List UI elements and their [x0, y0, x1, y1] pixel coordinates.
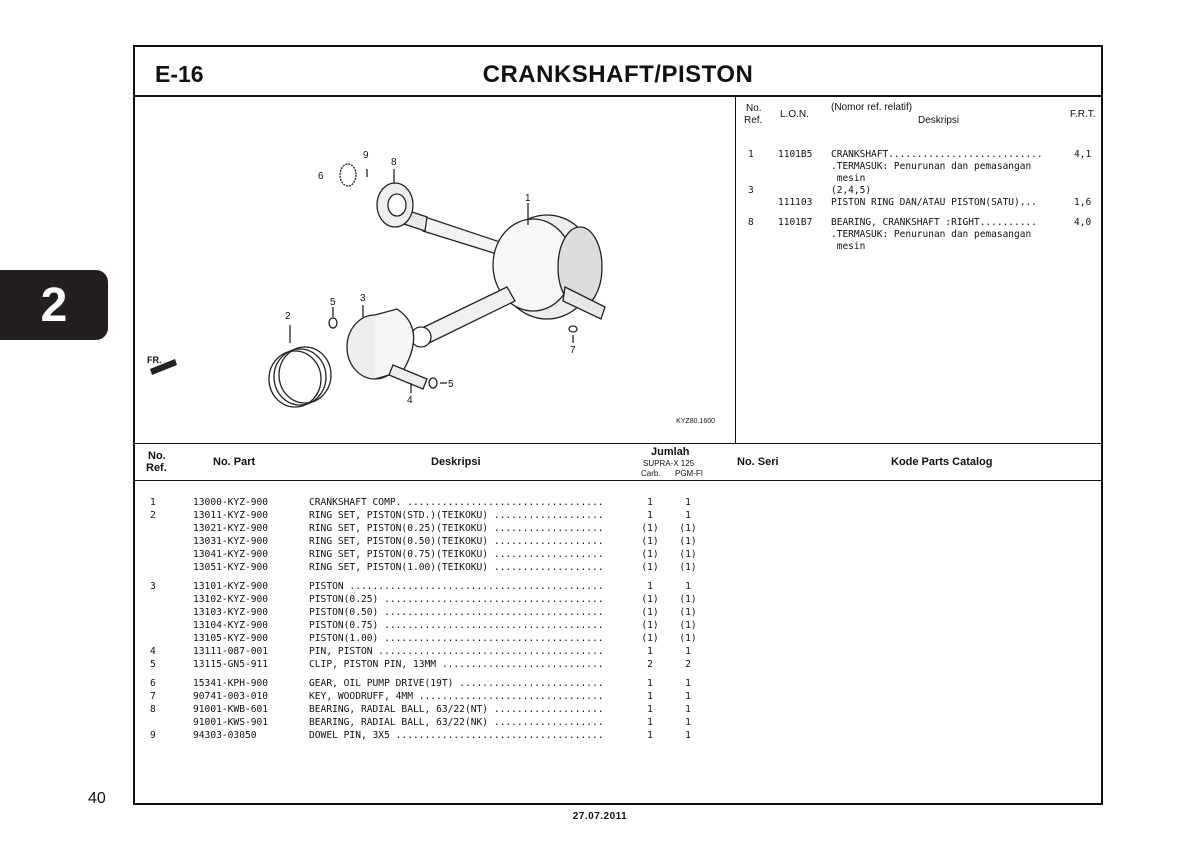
frt-table: [736, 97, 1101, 443]
frt-desc: CRANKSHAFT...........................: [831, 149, 1043, 160]
th-no-seri: No. Seri: [737, 456, 779, 468]
th-desc: Deskripsi: [431, 456, 481, 468]
frt-header-frt: F.R.T.: [1070, 109, 1096, 120]
frt-lon: 111103: [778, 197, 813, 208]
page-title: CRANKSHAFT/PISTON: [482, 61, 754, 88]
callout-3: 3: [360, 293, 366, 304]
section-tab: 2: [0, 270, 108, 340]
th-no-part: No. Part: [213, 456, 256, 468]
page-number: 40: [88, 790, 106, 807]
table-row: 3 13101-KYZ-900 PISTON ............................................ 1 1: [150, 581, 691, 592]
callout-6: 6: [318, 171, 324, 182]
frt-header-lon: L.O.N.: [780, 109, 809, 120]
section-code: E-16: [155, 61, 204, 87]
frt-desc: mesin: [831, 173, 866, 184]
callout-5b: 5: [448, 379, 454, 390]
th-pgmfi: PGM-FI: [675, 469, 703, 478]
callout-9: 9: [363, 150, 369, 161]
th-jumlah: Jumlah: [651, 446, 690, 458]
th-carb: Carb.: [641, 469, 661, 478]
callout-4: 4: [407, 395, 413, 406]
frt-lon: 1101B5: [778, 149, 813, 160]
diagram-code: KYZ80.1600: [676, 418, 715, 425]
frt-ref: 8: [748, 217, 754, 228]
frt-desc: (2,4,5): [831, 185, 872, 196]
frt-value: 4,1: [1074, 149, 1092, 160]
table-row: 91001-KWS-901 BEARING, RADIAL BALL, 63/22(NK) ................... 1 1: [193, 717, 691, 728]
table-row: 9 94303-03050 DOWEL PIN, 3X5 .................................... 1 1: [150, 730, 691, 741]
table-row: 13103-KYZ-900 PISTON(0.50) ...................................... (1) (1): [193, 607, 697, 618]
table-row: 13104-KYZ-900 PISTON(0.75) ...................................... (1) (1): [193, 620, 697, 631]
diagram-drawing: [135, 97, 735, 443]
frt-lon: 1101B7: [778, 217, 813, 228]
th-no: No.: [148, 450, 166, 462]
callout-5a: 5: [330, 297, 336, 308]
front-direction-label: FR.: [147, 355, 162, 365]
callout-7: 7: [570, 345, 576, 356]
page-header: [135, 47, 1101, 97]
frt-desc: BEARING, CRANKSHAFT :RIGHT..........: [831, 217, 1037, 228]
frt-desc: .TERMASUK: Penurunan dan pemasangan: [831, 229, 1032, 240]
table-row: 13031-KYZ-900 RING SET, PISTON(0.50)(TEIKOKU) ................... (1) (1): [193, 536, 697, 547]
frt-desc: mesin: [831, 241, 866, 252]
table-row: 13102-KYZ-900 PISTON(0.25) ...................................... (1) (1): [193, 594, 697, 605]
frt-header-ref: Ref.: [744, 115, 763, 126]
table-row: 13051-KYZ-900 RING SET, PISTON(1.00)(TEIKOKU) ................... (1) (1): [193, 562, 697, 573]
table-row: 8 91001-KWB-601 BEARING, RADIAL BALL, 63/22(NT) ................... 1 1: [150, 704, 691, 715]
frt-ref: 3: [748, 185, 754, 196]
frt-desc: PISTON RING DAN/ATAU PISTON(SATU)...: [831, 197, 1037, 208]
parts-table-header: [135, 443, 1101, 481]
th-catalog: Kode Parts Catalog: [891, 456, 993, 468]
frt-value: 4,0: [1074, 217, 1092, 228]
exploded-diagram: [135, 97, 736, 443]
table-row: 13105-KYZ-900 PISTON(1.00) ...................................... (1) (1): [193, 633, 697, 644]
frt-row: 1: [748, 149, 754, 160]
table-row: 6 15341-KPH-900 GEAR, OIL PUMP DRIVE(19T) ......................... 1 1: [150, 678, 691, 689]
th-ref: Ref.: [146, 462, 167, 474]
table-row: 7 90741-003-010 KEY, WOODRUFF, 4MM ................................ 1 1: [150, 691, 691, 702]
table-row: 13021-KYZ-900 RING SET, PISTON(0.25)(TEIKOKU) ................... (1) (1): [193, 523, 697, 534]
table-row: 1 13000-KYZ-900 CRANKSHAFT COMP. .................................. 1 1: [150, 497, 691, 508]
page-frame: [133, 45, 1103, 805]
table-row: 4 13111-087-001 PIN, PISTON ....................................... 1 1: [150, 646, 691, 657]
table-row: 5 13115-GN5-911 CLIP, PISTON PIN, 13MM ............................ 2 2: [150, 659, 691, 670]
callout-1: 1: [525, 193, 531, 204]
frt-value: 1,6: [1074, 197, 1092, 208]
frt-header-desc-note: (Nomor ref. relatif): [831, 102, 913, 113]
callout-8: 8: [391, 157, 397, 168]
frt-header-desc: Deskripsi: [918, 115, 960, 126]
callout-2: 2: [285, 311, 291, 322]
frt-desc: .TERMASUK: Penurunan dan pemasangan: [831, 161, 1032, 172]
frt-header-no: No.: [746, 103, 762, 114]
table-row: 13041-KYZ-900 RING SET, PISTON(0.75)(TEIKOKU) ................... (1) (1): [193, 549, 697, 560]
th-model: SUPRA-X 125: [643, 459, 695, 468]
table-row: 2 13011-KYZ-900 RING SET, PISTON(STD.)(TEIKOKU) ................... 1 1: [150, 510, 691, 521]
print-date: 27.07.2011: [572, 811, 628, 822]
